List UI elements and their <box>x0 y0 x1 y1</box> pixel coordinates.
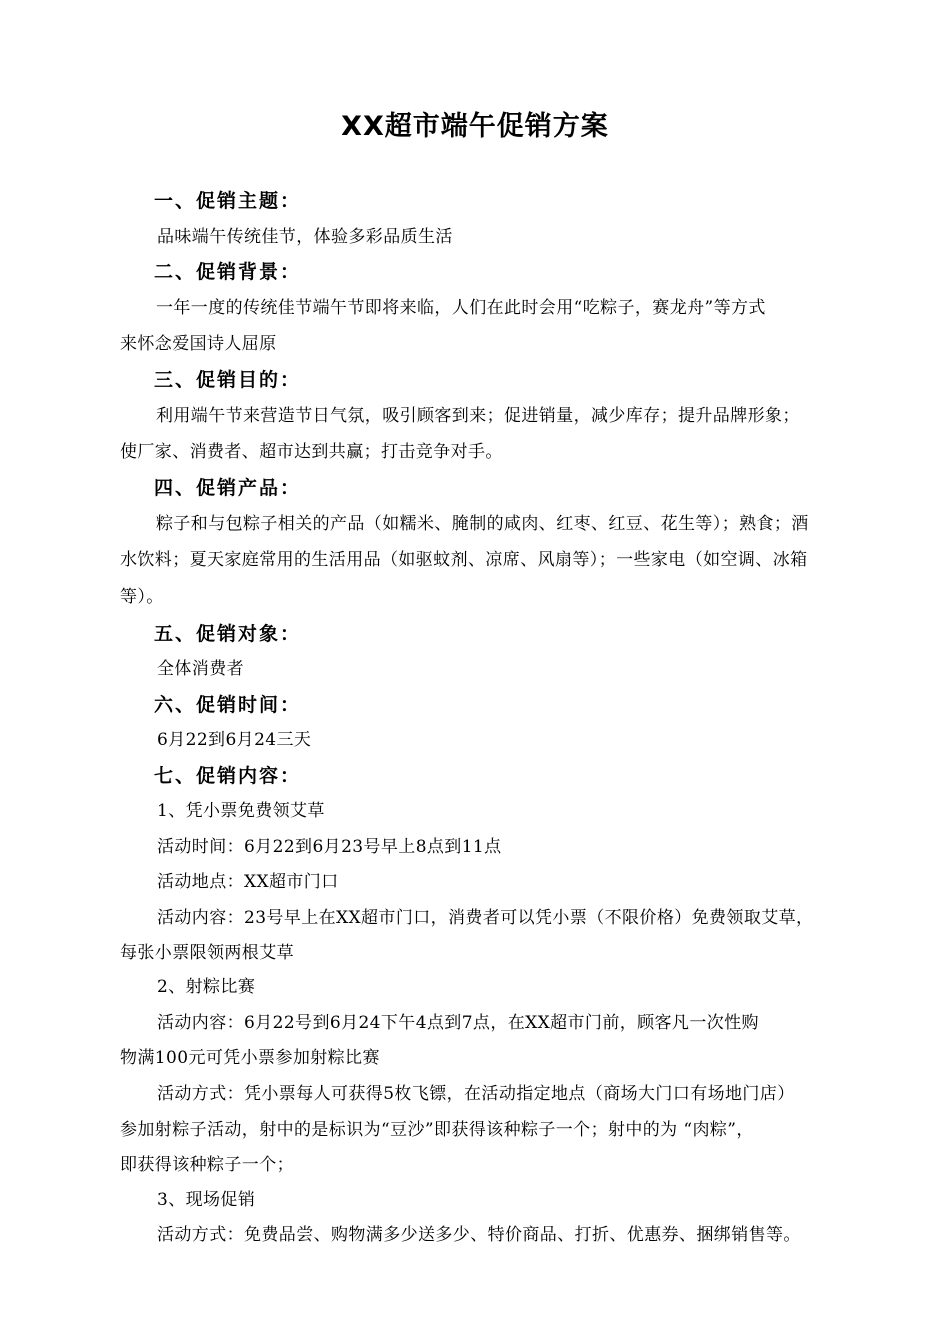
heading-content: 七、促销内容： <box>154 765 302 787</box>
heading-theme: 一、促销主题： <box>154 190 302 212</box>
heading-products: 四、促销产品： <box>154 477 302 499</box>
products-line-3: 等）。 <box>120 587 164 607</box>
activity-1-content-line-2: 每张小票限领两根艾草 <box>120 943 294 963</box>
activity-2-title: 2、射粽比赛 <box>157 977 256 997</box>
activity-3-method: 活动方式：免费品尝、购物满多少送多少、特价商品、打折、优惠券、捆绑销售等。 <box>157 1225 801 1245</box>
theme-text: 品味端午传统佳节，体验多彩品质生活 <box>157 227 453 247</box>
heading-target: 五、促销对象： <box>154 623 302 645</box>
time-text: 6月22到6月24三天 <box>157 730 312 750</box>
activity-2-method-line-2: 参加射粽子活动，射中的是标识为“豆沙”即获得该种粽子一个；射中的为 “肉粽”， <box>120 1120 754 1140</box>
background-line-2: 来怀念爱国诗人屈原 <box>120 334 277 354</box>
activity-2-content-line-1: 活动内容：6月22号到6月24下午4点到7点，在XX超市门前，顾客凡一次性购 <box>157 1013 759 1033</box>
purpose-line-2: 使厂家、消费者、超市达到共赢；打击竞争对手。 <box>120 442 503 462</box>
heading-background: 二、促销背景： <box>154 261 302 283</box>
document-title: XX超市端午促销方案 <box>341 111 609 142</box>
target-text: 全体消费者 <box>157 659 244 679</box>
activity-2-method-line-3: 即获得该种粽子一个； <box>120 1155 294 1175</box>
heading-purpose: 三、促销目的： <box>154 369 302 391</box>
activity-1-place: 活动地点：XX超市门口 <box>157 872 339 892</box>
activity-1-title: 1、凭小票免费领艾草 <box>157 801 325 821</box>
activity-2-content-line-2: 物满100元可凭小票参加射粽比赛 <box>120 1048 380 1068</box>
purpose-line-1: 利用端午节来营造节日气氛，吸引顾客到来；促进销量，减少库存；提升品牌形象； <box>156 406 800 426</box>
heading-time: 六、促销时间： <box>154 694 302 716</box>
activity-1-content-line-1: 活动内容：23号早上在XX超市门口，消费者可以凭小票（不限价格）免费领取艾草， <box>157 908 814 928</box>
activity-3-title: 3、现场促销 <box>157 1190 256 1210</box>
activity-1-time: 活动时间：6月22到6月23号早上8点到11点 <box>157 837 502 857</box>
products-line-1: 粽子和与包粽子相关的产品（如糯米、腌制的咸肉、红枣、红豆、花生等）；熟食；酒 <box>156 514 809 534</box>
background-line-1: 一年一度的传统佳节端午节即将来临，人们在此时会用“吃粽子，赛龙舟”等方式 <box>156 298 766 318</box>
products-line-2: 水饮料；夏天家庭常用的生活用品（如驱蚊剂、凉席、风扇等）；一些家电（如空调、冰箱 <box>120 550 808 570</box>
activity-2-method-line-1: 活动方式：凭小票每人可获得5枚飞镖，在活动指定地点（商场大门口有场地门店） <box>157 1084 795 1104</box>
